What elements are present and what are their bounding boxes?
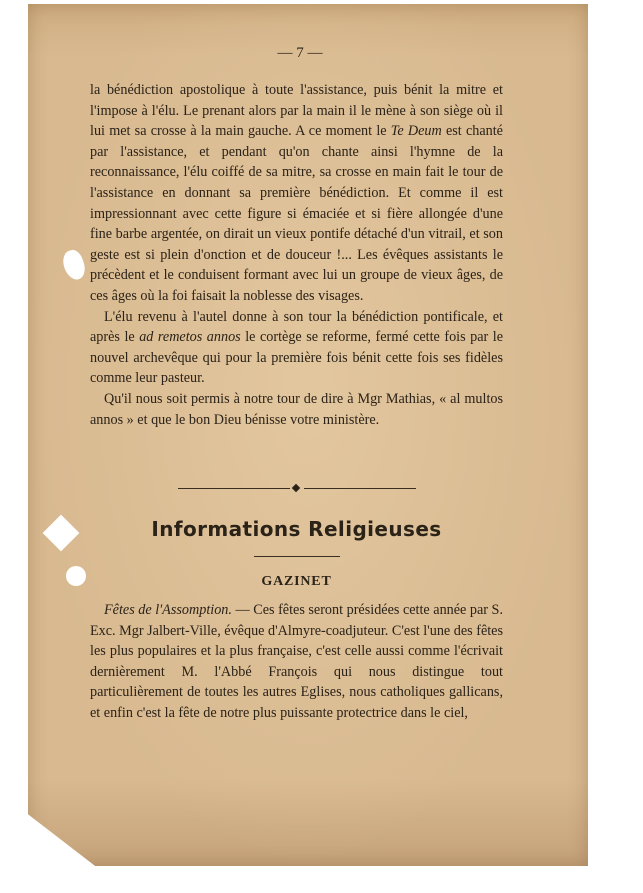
section-title: Informations Religieuses bbox=[151, 517, 442, 541]
section-divider bbox=[178, 482, 416, 494]
paragraph-return: L'élu revenu à l'autel donne à son tour la bénédiction pontificale, et après le ad remetos annos le cortège se reforme, fermé cette fois par le nouvel archevêque qui pour la première fois bénit cette fois ses fidèles comme leur pasteur. bbox=[90, 308, 504, 387]
paper-hole bbox=[66, 566, 86, 586]
paragraph-assomption: Fêtes de l'Assomption. — Ces fêtes seront présidées cette année par S. Exc. Mgr Jalbert-Ville, évêque d'Almyre-coadjuteur. C'est l'une des fêtes les plus populaires et la plus française, c'est celle aussi comme l'écrivait dernièrement M. l'Abbé François qui nous distingue tout particulièrement de toutes les autres Eglises, nous catholiques gallicans, et enfin c'est la fête de notre plus puissante protectrice dans le ciel, bbox=[90, 602, 503, 721]
page-number: — 7 — bbox=[277, 45, 323, 61]
diamond-ornament-icon bbox=[292, 484, 300, 492]
assomption-italic-lead: Fêtes de l'Assomption. bbox=[104, 602, 232, 618]
body-text-top bbox=[90, 80, 503, 430]
ad-remetos-italic: ad remetos annos bbox=[139, 329, 241, 346]
te-deum-italic: Te Deum bbox=[390, 123, 442, 140]
body-text-bottom bbox=[90, 600, 503, 724]
title-underline bbox=[254, 556, 340, 557]
subheading-gazinet: GAZINET bbox=[261, 574, 332, 589]
paragraph-ceremony: la bénédiction apostolique à toute l'assistance, puis bénit la mitre et l'impose à l'élu. Le prenant alors par la main il le mène à son siège où il lui met sa crosse à la main gauche. A ce moment le Te Deum est chanté par l'assistance, et pendant qu'on chante ainsi l'hymne de la reconnaissance, l'élu coiffé de sa mitre, sa crosse en main fait le tour de l'assistance en donnant sa première bénédiction. Et comme il est impressionnant avec cette figure si émaciée et si fière allongée d'une fine barbe argentée, on dirait un vieux pontife détaché d'un vitrail, et son geste est si plein d'onction et de douceur !... Les évêques assistants le précèdent et le conduisent formant avec lui un groupe de vieux âges, de ces âges où la foi faisait la noblesse des visages. bbox=[90, 82, 503, 304]
paragraph-wish: Qu'il nous soit permis à notre tour de dire à Mgr Mathias, « al multos annos » et que le bon Dieu bénisse votre ministère. bbox=[90, 390, 503, 428]
